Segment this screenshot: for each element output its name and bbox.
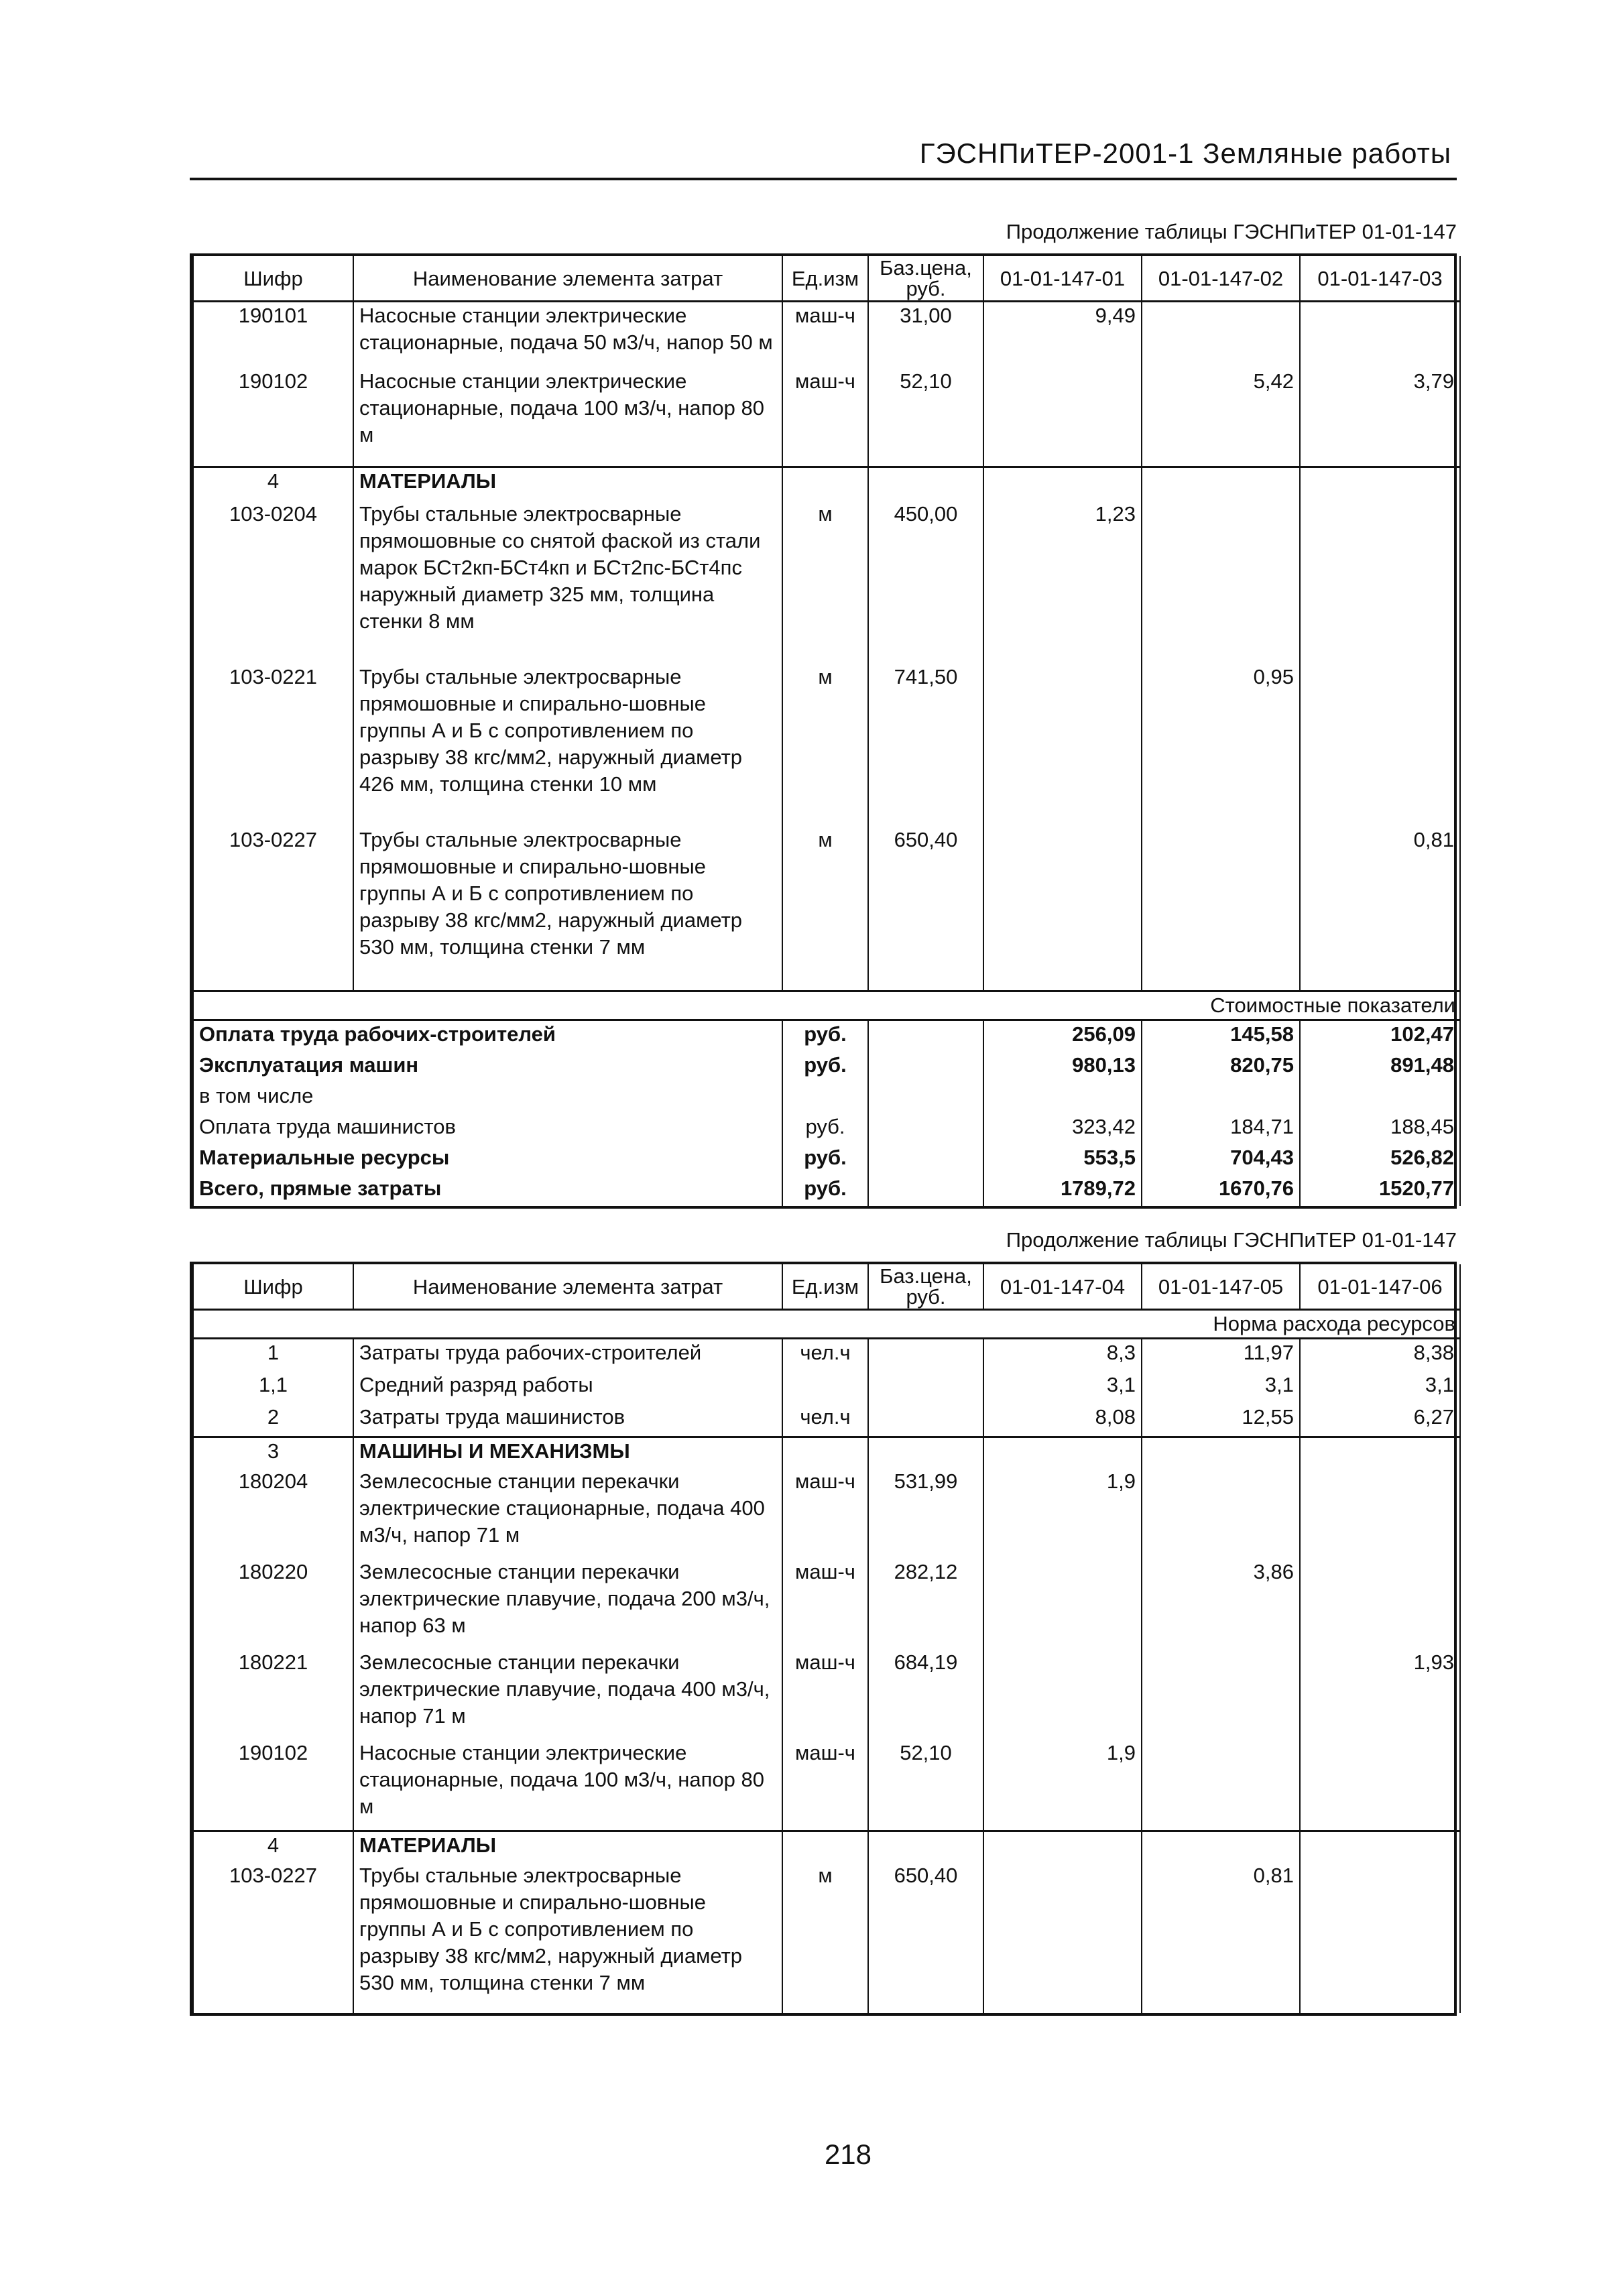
code-cell: 3: [193, 1437, 353, 1469]
unit-cell: маш-ч: [782, 1468, 868, 1559]
empty-price-cell: [868, 1020, 983, 1052]
name-cell: Землесосные станции перекачки электрические плавучие, подача 200 м3/ч, напор 63 м: [353, 1559, 782, 1649]
value-cell: 0,81: [1142, 1862, 1300, 2013]
table1-caption: Продолжение таблицы ГЭСНПиТЕР 01-01-147: [1006, 220, 1457, 243]
table1: [192, 256, 1461, 1206]
section-label: Стоимостные показатели: [193, 991, 1460, 1020]
table-row: [193, 1372, 1460, 1404]
table-row: [193, 1740, 1460, 1831]
code-cell: 180221: [193, 1649, 353, 1740]
unit-cell: руб.: [782, 1052, 868, 1083]
col-v3: 01-01-147-03: [1300, 256, 1460, 302]
code-cell: 190102: [193, 1740, 353, 1831]
price-cell: [868, 1831, 983, 1862]
value-cell: 5,42: [1142, 368, 1300, 467]
price-cell: 684,19: [868, 1649, 983, 1740]
price-cell: 741,50: [868, 664, 983, 827]
summary-row: [193, 1113, 1460, 1144]
summary-row: [193, 1175, 1460, 1206]
unit-cell: руб.: [782, 1020, 868, 1052]
code-cell: 180220: [193, 1559, 353, 1649]
table-row: [193, 467, 1460, 500]
value-cell: [1142, 1468, 1300, 1559]
value-cell: 8,3: [983, 1339, 1142, 1372]
table-row: [193, 1862, 1460, 2013]
table-row: [193, 1404, 1460, 1437]
name-cell: Землесосные станции перекачки электрические плавучие, подача 400 м3/ч, напор 71 м: [353, 1649, 782, 1740]
value-cell: [1300, 1559, 1460, 1649]
name-cell: Трубы стальные электросварные прямошовные и спирально-шовные группы А и Б с сопротивлением по разрыву 38 кгс/мм2, наружный диаметр 426 мм, толщина стенки 10 мм: [353, 664, 782, 827]
code-cell: 190101: [193, 302, 353, 368]
name-cell: МАТЕРИАЛЫ: [353, 467, 782, 500]
name-cell: Трубы стальные электросварные прямошовные и спирально-шовные группы А и Б с сопротивлением по разрыву 38 кгс/мм2, наружный диаметр 530 мм, толщина стенки 7 мм: [353, 1862, 782, 2013]
name-cell: Насосные станции электрические стационарные, подача 100 м3/ч, напор 80 м: [353, 368, 782, 467]
name-cell: Трубы стальные электросварные прямошовные со снятой фаской из стали марок БСт2кп-БСт4кп и БСт2пс-БСт4пс наружный диаметр 325 мм, толщина стенки 8 мм: [353, 501, 782, 664]
value-cell: [1142, 467, 1300, 500]
table-row: [193, 1437, 1460, 1469]
value-cell: [983, 827, 1142, 991]
table-row: [193, 302, 1460, 368]
value-cell: [1300, 1468, 1460, 1559]
value-cell: 820,75: [1142, 1052, 1300, 1083]
value-cell: [1300, 1831, 1460, 1862]
unit-cell: м: [782, 1862, 868, 2013]
value-cell: 1,93: [1300, 1649, 1460, 1740]
unit-cell: [782, 1372, 868, 1404]
unit-cell: чел.ч: [782, 1404, 868, 1437]
summary-label: Всего, прямые затраты: [193, 1175, 782, 1206]
unit-cell: маш-ч: [782, 302, 868, 368]
col-name: Наименование элемента затрат: [353, 1264, 782, 1310]
value-cell: 704,43: [1142, 1144, 1300, 1175]
code-cell: 103-0227: [193, 827, 353, 991]
price-cell: [868, 467, 983, 500]
code-cell: 103-0221: [193, 664, 353, 827]
value-cell: 8,08: [983, 1404, 1142, 1437]
summary-label: в том числе: [193, 1083, 782, 1113]
price-cell: [868, 1404, 983, 1437]
table-row: [193, 1649, 1460, 1740]
col-v2: 01-01-147-05: [1142, 1264, 1300, 1310]
value-cell: 188,45: [1300, 1113, 1460, 1144]
value-cell: [983, 1559, 1142, 1649]
value-cell: 11,97: [1142, 1339, 1300, 1372]
col-code: Шифр: [193, 1264, 353, 1310]
value-cell: [1300, 1083, 1460, 1113]
cost-table-2: [190, 1262, 1457, 2016]
code-cell: 4: [193, 1831, 353, 1862]
name-cell: Трубы стальные электросварные прямошовные и спирально-шовные группы А и Б с сопротивлением по разрыву 38 кгс/мм2, наружный диаметр 530 мм, толщина стенки 7 мм: [353, 827, 782, 991]
price-cell: 31,00: [868, 302, 983, 368]
name-cell: МАТЕРИАЛЫ: [353, 1831, 782, 1862]
value-cell: 6,27: [1300, 1404, 1460, 1437]
value-cell: [983, 1862, 1142, 2013]
value-cell: 9,49: [983, 302, 1142, 368]
unit-cell: [782, 1437, 868, 1469]
price-cell: 282,12: [868, 1559, 983, 1649]
name-cell: Землесосные станции перекачки электрические стационарные, подача 400 м3/ч, напор 71 м: [353, 1468, 782, 1559]
value-cell: 184,71: [1142, 1113, 1300, 1144]
table2-caption: Продолжение таблицы ГЭСНПиТЕР 01-01-147: [1006, 1228, 1457, 1252]
code-cell: 2: [193, 1404, 353, 1437]
value-cell: 3,79: [1300, 368, 1460, 467]
col-v2: 01-01-147-02: [1142, 256, 1300, 302]
table-row: [193, 1559, 1460, 1649]
empty-price-cell: [868, 1175, 983, 1206]
code-cell: 103-0227: [193, 1862, 353, 2013]
code-cell: 4: [193, 467, 353, 500]
summary-row: [193, 1020, 1460, 1052]
summary-row: [193, 1144, 1460, 1175]
code-cell: 190102: [193, 368, 353, 467]
section-label: Норма расхода ресурсов: [193, 1310, 1460, 1339]
value-cell: 980,13: [983, 1052, 1142, 1083]
unit-cell: маш-ч: [782, 1649, 868, 1740]
value-cell: 891,48: [1300, 1052, 1460, 1083]
value-cell: 1,23: [983, 501, 1142, 664]
name-cell: Насосные станции электрические стационарные, подача 50 м3/ч, напор 50 м: [353, 302, 782, 368]
table1-section-row: [193, 991, 1460, 1020]
code-cell: 1,1: [193, 1372, 353, 1404]
price-cell: [868, 1437, 983, 1469]
price-cell: 531,99: [868, 1468, 983, 1559]
empty-price-cell: [868, 1052, 983, 1083]
value-cell: 3,1: [983, 1372, 1142, 1404]
unit-cell: руб.: [782, 1175, 868, 1206]
name-cell: Затраты труда рабочих-строителей: [353, 1339, 782, 1372]
value-cell: [983, 1437, 1142, 1469]
summary-label: Эксплуатация машин: [193, 1052, 782, 1083]
value-cell: [1300, 1862, 1460, 2013]
col-name: Наименование элемента затрат: [353, 256, 782, 302]
table-row: [193, 1831, 1460, 1862]
table-row: [193, 368, 1460, 467]
unit-cell: маш-ч: [782, 1559, 868, 1649]
col-v3: 01-01-147-06: [1300, 1264, 1460, 1310]
unit-cell: м: [782, 664, 868, 827]
col-unit: Ед.изм: [782, 256, 868, 302]
code-cell: 103-0204: [193, 501, 353, 664]
table-row: [193, 827, 1460, 991]
value-cell: 1,9: [983, 1468, 1142, 1559]
value-cell: 1520,77: [1300, 1175, 1460, 1206]
value-cell: 12,55: [1142, 1404, 1300, 1437]
value-cell: 553,5: [983, 1144, 1142, 1175]
value-cell: [1142, 1740, 1300, 1831]
page-number: 218: [824, 2138, 872, 2170]
value-cell: 145,58: [1142, 1020, 1300, 1052]
empty-price-cell: [868, 1083, 983, 1113]
value-cell: 3,1: [1142, 1372, 1300, 1404]
cost-table-1: [190, 253, 1457, 1209]
value-cell: 102,47: [1300, 1020, 1460, 1052]
value-cell: [1300, 664, 1460, 827]
value-cell: [1300, 1437, 1460, 1469]
page-header: [190, 137, 1457, 180]
value-cell: [1300, 467, 1460, 500]
value-cell: [1300, 302, 1460, 368]
unit-cell: чел.ч: [782, 1339, 868, 1372]
value-cell: [1142, 827, 1300, 991]
table-row: [193, 501, 1460, 664]
page-title: ГЭСНПиТЕР-2001-1 Земляные работы: [919, 137, 1451, 169]
value-cell: 3,86: [1142, 1559, 1300, 1649]
empty-price-cell: [868, 1113, 983, 1144]
col-unit: Ед.изм: [782, 1264, 868, 1310]
col-v1: 01-01-147-01: [983, 256, 1142, 302]
price-cell: 650,40: [868, 1862, 983, 2013]
table-row: [193, 664, 1460, 827]
value-cell: [983, 368, 1142, 467]
name-cell: Средний разряд работы: [353, 1372, 782, 1404]
value-cell: 1789,72: [983, 1175, 1142, 1206]
summary-label: Материальные ресурсы: [193, 1144, 782, 1175]
value-cell: [1142, 1831, 1300, 1862]
col-price: Баз.цена, руб.: [868, 1264, 983, 1310]
unit-cell: [782, 1831, 868, 1862]
value-cell: [1142, 302, 1300, 368]
table2: [192, 1264, 1461, 2013]
summary-label: Оплата труда машинистов: [193, 1113, 782, 1144]
unit-cell: маш-ч: [782, 368, 868, 467]
empty-price-cell: [868, 1144, 983, 1175]
value-cell: [1142, 1437, 1300, 1469]
value-cell: [983, 1649, 1142, 1740]
value-cell: 526,82: [1300, 1144, 1460, 1175]
value-cell: 8,38: [1300, 1339, 1460, 1372]
price-cell: 650,40: [868, 827, 983, 991]
unit-cell: [782, 1083, 868, 1113]
value-cell: 323,42: [983, 1113, 1142, 1144]
value-cell: [1142, 1083, 1300, 1113]
price-cell: 450,00: [868, 501, 983, 664]
summary-row: [193, 1052, 1460, 1083]
code-cell: 180204: [193, 1468, 353, 1559]
unit-cell: м: [782, 501, 868, 664]
price-cell: 52,10: [868, 1740, 983, 1831]
col-code: Шифр: [193, 256, 353, 302]
value-cell: 3,1: [1300, 1372, 1460, 1404]
value-cell: [1142, 1649, 1300, 1740]
table2-header-row: [193, 1264, 1460, 1310]
unit-cell: м: [782, 827, 868, 991]
unit-cell: [782, 467, 868, 500]
value-cell: 1,9: [983, 1740, 1142, 1831]
summary-label: Оплата труда рабочих-строителей: [193, 1020, 782, 1052]
value-cell: [983, 1831, 1142, 1862]
table-row: [193, 1339, 1460, 1372]
value-cell: 1670,76: [1142, 1175, 1300, 1206]
price-cell: [868, 1339, 983, 1372]
value-cell: [1142, 501, 1300, 664]
name-cell: Затраты труда машинистов: [353, 1404, 782, 1437]
col-price: Баз.цена, руб.: [868, 256, 983, 302]
value-cell: 256,09: [983, 1020, 1142, 1052]
code-cell: 1: [193, 1339, 353, 1372]
name-cell: Насосные станции электрические стационарные, подача 100 м3/ч, напор 80 м: [353, 1740, 782, 1831]
table-row: [193, 1468, 1460, 1559]
price-cell: 52,10: [868, 368, 983, 467]
value-cell: 0,95: [1142, 664, 1300, 827]
value-cell: 0,81: [1300, 827, 1460, 991]
value-cell: [1300, 1740, 1460, 1831]
table2-section-row: [193, 1310, 1460, 1339]
price-cell: [868, 1372, 983, 1404]
value-cell: [983, 664, 1142, 827]
col-v1: 01-01-147-04: [983, 1264, 1142, 1310]
value-cell: [1300, 501, 1460, 664]
unit-cell: руб.: [782, 1144, 868, 1175]
unit-cell: руб.: [782, 1113, 868, 1144]
table1-header-row: [193, 256, 1460, 302]
name-cell: МАШИНЫ И МЕХАНИЗМЫ: [353, 1437, 782, 1469]
summary-row: [193, 1083, 1460, 1113]
unit-cell: маш-ч: [782, 1740, 868, 1831]
value-cell: [983, 1083, 1142, 1113]
value-cell: [983, 467, 1142, 500]
